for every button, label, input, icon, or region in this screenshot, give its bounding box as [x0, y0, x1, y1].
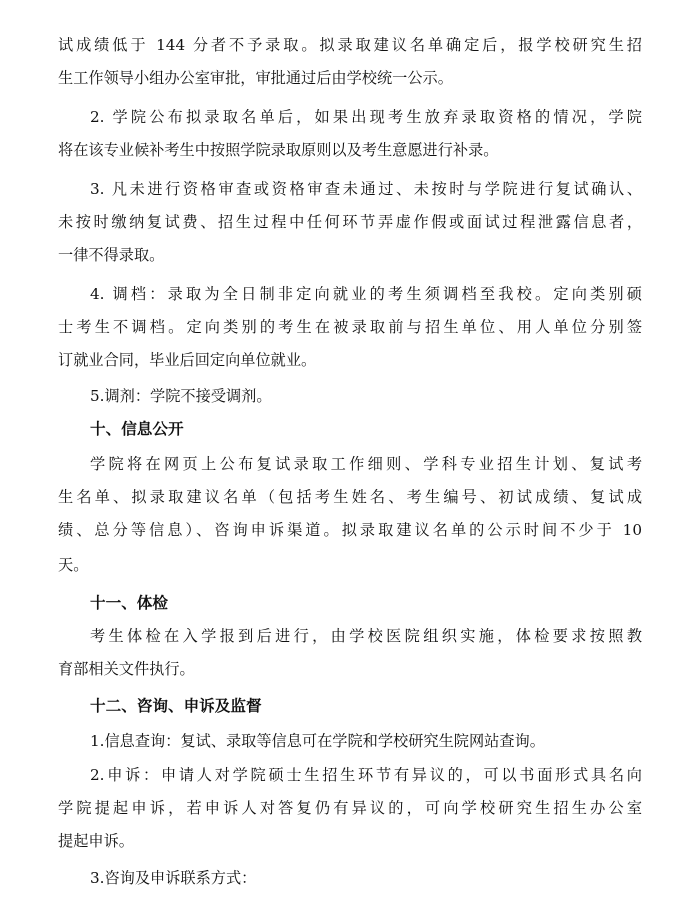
paragraph-line: 3. 凡未进行资格审查或资格审查未通过、未按时与学院进行复试确认、	[90, 180, 642, 198]
paragraph-line: 1.信息查询：复试、录取等信息可在学院和学校研究生院网站查询。	[90, 732, 545, 750]
paragraph-line: 将在该专业候补考生中按照学院录取原则以及考生意愿进行补录。	[58, 141, 499, 159]
paragraph-line: 3.咨询及申诉联系方式：	[90, 869, 257, 887]
paragraph-line: 5.调剂：学院不接受调剂。	[90, 387, 272, 405]
paragraph-line: 绩、总分等信息）、咨询申诉渠道。拟录取建议名单的公示时间不少于 10	[58, 521, 642, 539]
paragraph-line: 学院提起申诉，若申诉人对答复仍有异议的，可向学校研究生招生办公室	[58, 799, 642, 817]
paragraph-line: 学院将在网页上公布复试录取工作细则、学科专业招生计划、复试考	[90, 455, 642, 473]
paragraph-line: 士考生不调档。定向类别的考生在被录取前与招生单位、用人单位分别签	[58, 318, 642, 336]
paragraph-line: 未按时缴纳复试费、招生过程中任何环节弄虚作假或面试过程泄露信息者，	[58, 213, 642, 231]
paragraph-line: 订就业合同，毕业后回定向单位就业。	[58, 351, 317, 369]
paragraph-line: 考生体检在入学报到后进行，由学校医院组织实施，体检要求按照教	[90, 627, 642, 645]
paragraph-line: 2. 学院公布拟录取名单后，如果出现考生放弃录取资格的情况，学院	[90, 108, 642, 126]
paragraph-line: 试成绩低于 144 分者不予录取。拟录取建议名单确定后，报学校研究生招	[58, 36, 642, 54]
section-heading: 十二、咨询、申诉及监督	[90, 697, 262, 715]
section-heading: 十、信息公开	[90, 420, 184, 438]
paragraph-line: 生工作领导小组办公室审批，审批通过后由学校统一公示。	[58, 69, 453, 87]
paragraph-line: 天。	[58, 556, 89, 574]
paragraph-line: 生名单、拟录取建议名单（包括考生姓名、考生编号、初试成绩、复试成	[58, 488, 642, 506]
section-heading: 十一、体检	[90, 594, 168, 612]
paragraph-line: 育部相关文件执行。	[58, 660, 195, 678]
paragraph-line: 2.申诉：申请人对学院硕士生招生环节有异议的，可以书面形式具名向	[90, 766, 642, 784]
paragraph-line: 提起申诉。	[58, 832, 134, 850]
paragraph-line: 一律不得录取。	[58, 246, 165, 264]
paragraph-line: 4. 调档：录取为全日制非定向就业的考生须调档至我校。定向类别硕	[90, 285, 642, 303]
